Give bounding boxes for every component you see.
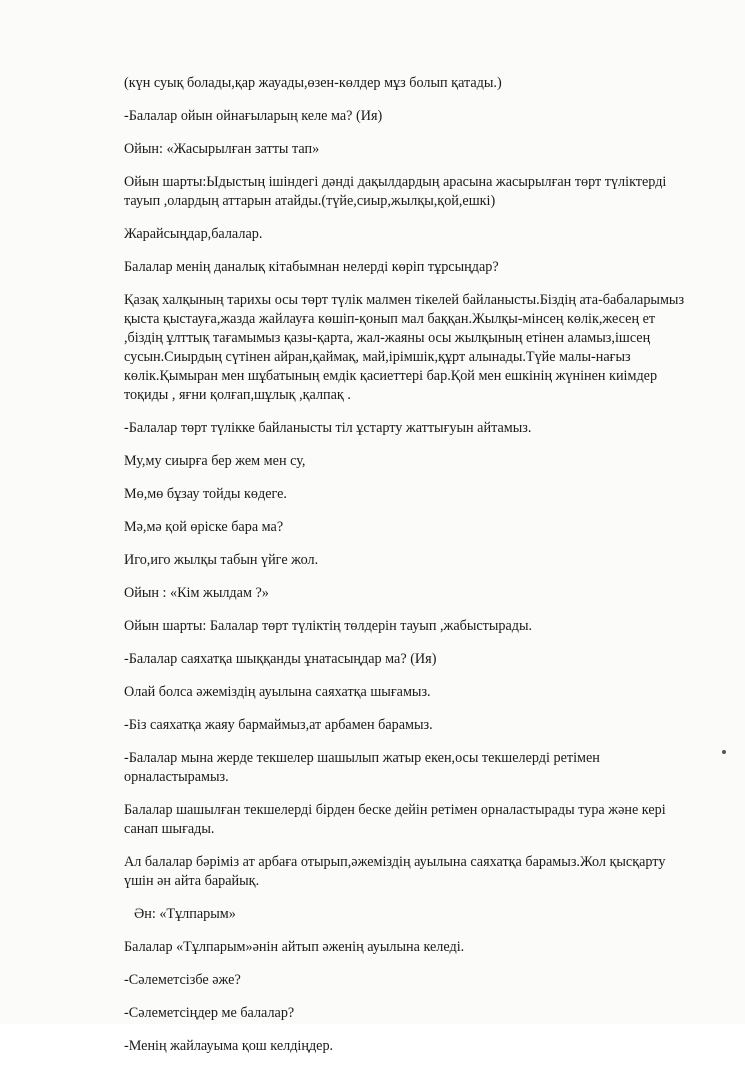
scan-speck [722, 750, 726, 754]
paragraph-12: Иго,иго жылқы табын үйге жол. [124, 552, 319, 568]
paragraph-6: Балалар менің даналық кітабымнан нелерді көріп тұрсыңдар? [124, 259, 499, 275]
paragraph-21: Ән: «Тұлпарым» [134, 906, 236, 922]
paragraph-11: Мә,мә қой өріске бара ма? [124, 519, 284, 535]
paragraph-25: -Менің жайлауыма қош келдіңдер. [124, 1038, 334, 1054]
paragraph-10: Мө,мө бұзау тойды көдеге. [124, 486, 287, 502]
document-body [124, 74, 690, 1070]
paragraph-9: Му,му сиырға бер жем мен су, [124, 453, 306, 469]
paragraph-24: -Сәлеметсіңдер ме балалар? [124, 1005, 295, 1021]
paragraph-16: Олай болса әжеміздің ауылына саяхатқа шығамыз. [124, 684, 431, 700]
paragraph-7: Қазақ халқының тарихы осы төрт түлік малмен тікелей байланысты.Біздің ата-бабаларымыз қыста қыстауға,жазда жайлауға көшіп-қонып мал баққан.Жылқы-мінсең көлік,жесең ет ,біздің ұлттық тағамымыз қазы-қарта, жал-жаяны осы жылқының етінен аламыз,ішсең сусын.Сиырдың сүтінен айран,қаймақ, май,ірімшік,құрт алынады.Түйе малы-нағыз көлік.Қымыран мен шұбатының емдік қасиеттері бар.Қой мен ешкінің жүнінен киімдер тоқиды , яғни қолғап,шұлық ,қалпақ . [124, 292, 685, 403]
paragraph-17: -Біз саяхатқа жаяу бармаймыз,ат арбамен барамыз. [124, 717, 433, 733]
paragraph-18: -Балалар мына жерде текшелер шашылып жатыр екен,осы текшелерді ретімен орналастырамыз. [124, 750, 600, 785]
paragraph-1: (күн суық болады,қар жауады,өзен-көлдер мұз болып қатады.) [124, 75, 502, 91]
paragraph-5: Жарайсыңдар,балалар. [124, 226, 263, 242]
paragraph-15: -Балалар саяхатқа шыққанды ұнатасыңдар ма? (Ия) [124, 651, 437, 667]
paragraph-22: Балалар «Тұлпарым»әнін айтып әженің ауылына келеді. [124, 939, 465, 955]
paragraph-20: Ал балалар бәріміз ат арбаға отырып,әжеміздің ауылына саяхатқа барамыз.Жол қысқарту үшін ән айта барайық. [124, 854, 666, 889]
paragraph-23: -Сәлеметсізбе әже? [124, 972, 241, 988]
paragraph-3: Ойын: «Жасырылған затты тап» [124, 141, 320, 157]
paragraph-4: Ойын шарты:Ыдыстың ішіндегі дәнді дақылдардың арасына жасырылған төрт түліктерді тауып ,олардың аттарын атайды.(түйе,сиыр,жылқы,қой,ешкі) [124, 174, 667, 209]
paragraph-19: Балалар шашылған текшелерді бірден беске дейін ретімен орналастырады тура және кері санап шығады. [124, 802, 666, 837]
paragraph-14: Ойын шарты: Балалар төрт түліктің төлдерін тауып ,жабыстырады. [124, 618, 533, 634]
paragraph-8: -Балалар төрт түлікке байланысты тіл ұстарту жаттығуын айтамыз. [124, 420, 532, 436]
paragraph-13: Ойын : «Кім жылдам ?» [124, 585, 269, 601]
paragraph-2: -Балалар ойын ойнағыларың келе ма? (Ия) [124, 108, 383, 124]
